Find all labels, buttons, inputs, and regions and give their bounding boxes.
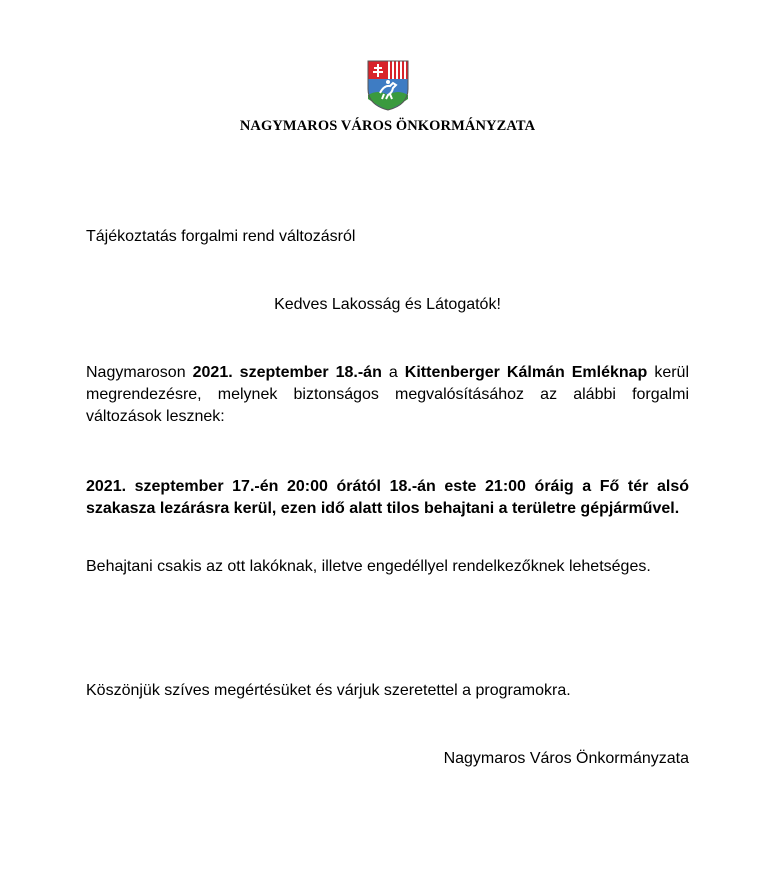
intro-text: Nagymaroson <box>86 364 193 381</box>
signature: Nagymaros Város Önkormányzata <box>443 750 689 767</box>
intro-paragraph <box>86 362 689 428</box>
subject-line: Tájékoztatás forgalmi rend változásról <box>86 228 356 245</box>
access-note: Behajtani csakis az ott lakóknak, illetve engedéllyel rendelkezőknek lehetséges. <box>86 558 651 575</box>
intro-text: a <box>381 364 405 381</box>
coat-of-arms-icon <box>366 59 410 111</box>
thanks-line: Köszönjük szíves megértésüket és várjuk szeretettel a programokra. <box>86 682 571 699</box>
event-date: 2021. szeptember 18.-án <box>192 364 382 381</box>
intro-text: kerül megrendezésre, melynek biztonságos megvalósításához az alábbi forgalmi változások lesznek: <box>86 364 690 425</box>
event-name: Kittenberger Kálmán Emléknap <box>404 364 648 381</box>
org-name: NAGYMAROS VÁROS ÖNKORMÁNYZATA <box>239 118 536 134</box>
salutation: Kedves Lakosság és Látogatók! <box>274 296 501 313</box>
closure-notice: 2021. szeptember 17.-én 20:00 órától 18.-án este 21:00 óráig a Fő tér alsó szakasza lezárásra kerül, ezen idő alatt tilos behajtani a területre gépjárművel. <box>86 478 689 517</box>
